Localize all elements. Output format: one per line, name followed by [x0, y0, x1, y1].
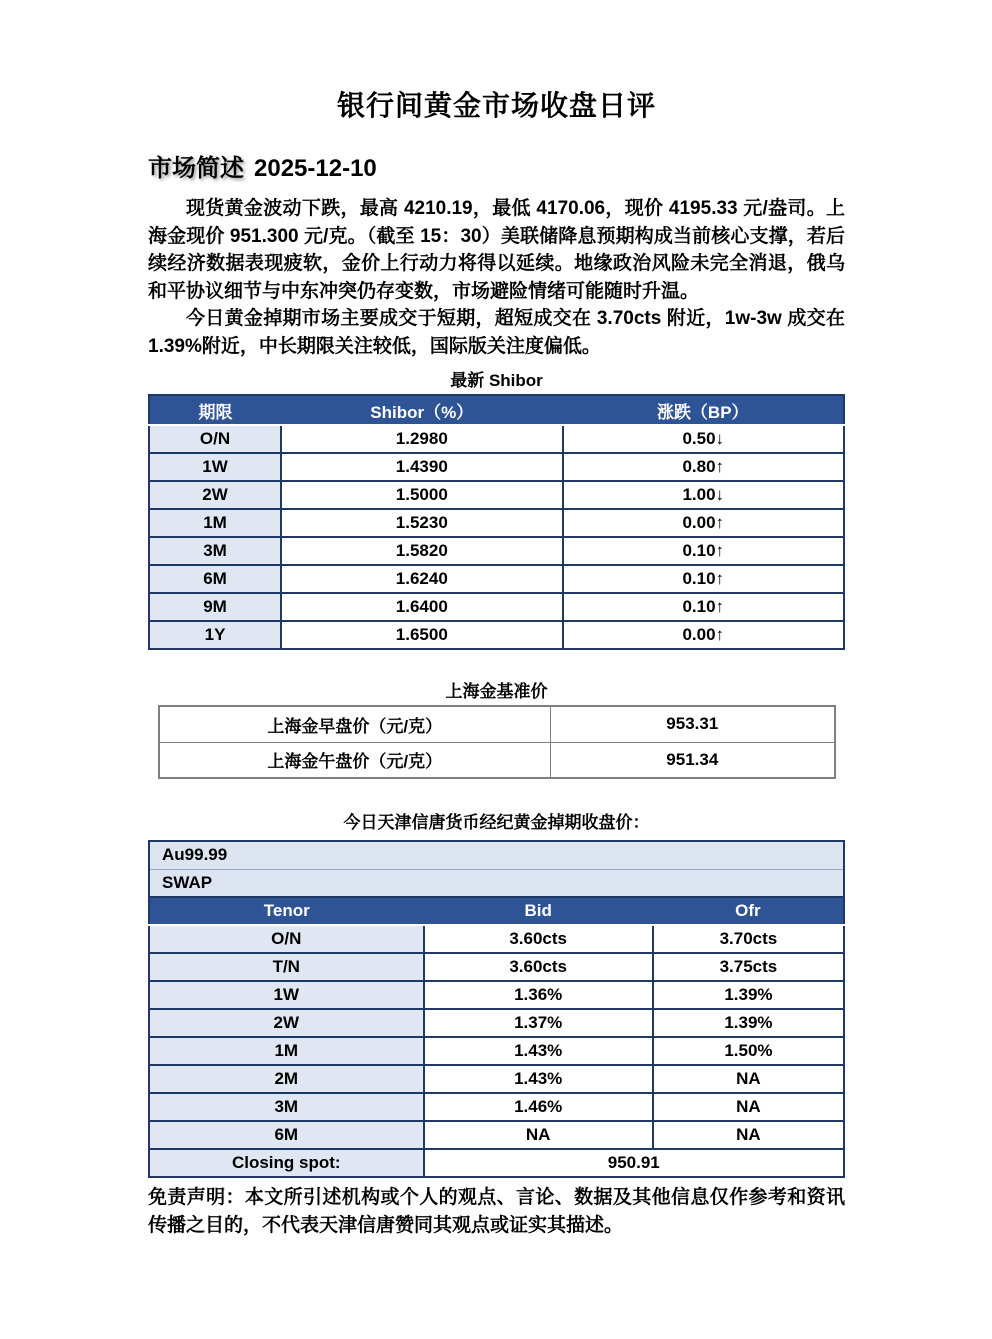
- table-row: [149, 953, 844, 981]
- tenor-cell: 6M: [149, 565, 281, 593]
- benchmark-label-cell: 上海金午盘价（元/克）: [159, 742, 551, 778]
- col-header-bid: Bid: [424, 897, 653, 925]
- tenor-cell: 2W: [149, 481, 281, 509]
- shibor-rate-cell: 1.2980: [281, 425, 562, 453]
- shibor-rate-cell: 1.5000: [281, 481, 562, 509]
- tenor-cell: O/N: [149, 925, 424, 953]
- ofr-cell: NA: [653, 1121, 844, 1149]
- ofr-cell: 1.50%: [653, 1037, 844, 1065]
- tenor-cell: 6M: [149, 1121, 424, 1149]
- shanghai-gold-benchmark-table: [158, 705, 836, 779]
- group-row-swap: [149, 869, 844, 897]
- tenor-cell: O/N: [149, 425, 281, 453]
- table-row: [149, 425, 844, 453]
- section-heading-label: 市场简述: [148, 155, 244, 182]
- tenor-cell: T/N: [149, 953, 424, 981]
- change-bp-cell: 0.00↑: [563, 621, 844, 649]
- col-header-ofr: Ofr: [653, 897, 844, 925]
- table-header-row: [149, 897, 844, 925]
- tenor-cell: 3M: [149, 537, 281, 565]
- change-bp-cell: 0.80↑: [563, 453, 844, 481]
- change-bp-cell: 0.00↑: [563, 509, 844, 537]
- shibor-rate-cell: 1.6400: [281, 593, 562, 621]
- ofr-cell: NA: [653, 1065, 844, 1093]
- shibor-rate-cell: 1.5230: [281, 509, 562, 537]
- table-row: [149, 925, 844, 953]
- disclaimer-text: 免责声明：本文所引述机构或个人的观点、言论、数据及其他信息仅作参考和资讯传播之目的，不代表天津信唐赞同其观点或证实其描述。: [148, 1187, 845, 1236]
- col-header-tenor: 期限: [149, 395, 281, 425]
- change-bp-cell: 0.50↓: [563, 425, 844, 453]
- ofr-cell: 3.75cts: [653, 953, 844, 981]
- page-title: 银行间黄金市场收盘日评: [336, 90, 656, 121]
- swap-table-caption: 今日天津信唐货币经纪黄金掉期收盘价：: [343, 813, 650, 832]
- shibor-rate-cell: 1.6500: [281, 621, 562, 649]
- bid-cell: NA: [424, 1121, 653, 1149]
- group-label-cell: SWAP: [149, 869, 844, 897]
- table-row: [149, 1065, 844, 1093]
- table-row: [149, 537, 844, 565]
- benchmark-table-caption: 上海金基准价: [445, 682, 548, 701]
- bid-cell: 3.60cts: [424, 925, 653, 953]
- shibor-rate-cell: 1.5820: [281, 537, 562, 565]
- col-header-tenor: Tenor: [149, 897, 424, 925]
- group-label-cell: Au99.99: [149, 841, 844, 869]
- table-row: [149, 1093, 844, 1121]
- bid-cell: 3.60cts: [424, 953, 653, 981]
- tenor-cell: 2M: [149, 1065, 424, 1093]
- table-row: [149, 1037, 844, 1065]
- bid-cell: 1.43%: [424, 1037, 653, 1065]
- ofr-cell: 1.39%: [653, 1009, 844, 1037]
- closing-spot-row: [149, 1149, 844, 1177]
- shibor-table-caption: 最新 Shibor: [450, 371, 543, 390]
- table-row: [149, 481, 844, 509]
- market-summary-paragraph-1: 现货黄金波动下跌，最高 4210.19，最低 4170.06，现价 4195.33 元/盎司。上海金现价 951.300 元/克。（截至 15：30）美联储降息预期构成当前核心支撑，若后续经济数据表现疲软，金价上行动力将得以延续。地缘政治风险未完全消退，俄乌和平协议细节与中东冲突仍存变数，市场避险情绪可能随时升温。: [148, 198, 845, 302]
- ofr-cell: 1.39%: [653, 981, 844, 1009]
- table-row: [149, 1009, 844, 1037]
- tenor-cell: 1W: [149, 453, 281, 481]
- table-row: [149, 509, 844, 537]
- closing-spot-value-cell: 950.91: [424, 1149, 844, 1177]
- tenor-cell: 1M: [149, 1037, 424, 1065]
- tenor-cell: 2W: [149, 1009, 424, 1037]
- group-row-au9999: [149, 841, 844, 869]
- bid-cell: 1.43%: [424, 1065, 653, 1093]
- shibor-table: [148, 394, 845, 650]
- market-summary-paragraph-2: 今日黄金掉期市场主要成交于短期，超短成交在 3.70cts 附近，1w-3w 成交在 1.39%附近，中长期限关注较低，国际版关注度偏低。: [148, 308, 845, 357]
- bid-cell: 1.36%: [424, 981, 653, 1009]
- tenor-cell: 1M: [149, 509, 281, 537]
- change-bp-cell: 0.10↑: [563, 537, 844, 565]
- table-header-row: [149, 395, 844, 425]
- table-row: [149, 453, 844, 481]
- table-row: [149, 1121, 844, 1149]
- shibor-rate-cell: 1.4390: [281, 453, 562, 481]
- col-header-change-bp: 涨跌（BP）: [563, 395, 844, 425]
- shibor-rate-cell: 1.6240: [281, 565, 562, 593]
- tenor-cell: 1W: [149, 981, 424, 1009]
- bid-cell: 1.37%: [424, 1009, 653, 1037]
- table-row: [149, 593, 844, 621]
- tenor-cell: 9M: [149, 593, 281, 621]
- col-header-shibor-rate: Shibor（%）: [281, 395, 562, 425]
- report-date: 2025-12-10: [254, 155, 377, 182]
- ofr-cell: 3.70cts: [653, 925, 844, 953]
- ofr-cell: NA: [653, 1093, 844, 1121]
- bid-cell: 1.46%: [424, 1093, 653, 1121]
- table-row: [149, 981, 844, 1009]
- change-bp-cell: 1.00↓: [563, 481, 844, 509]
- tenor-cell: 1Y: [149, 621, 281, 649]
- gold-swap-closing-table: [148, 840, 845, 1178]
- tenor-cell: 3M: [149, 1093, 424, 1121]
- benchmark-price-cell: 953.31: [551, 706, 835, 742]
- table-row: [149, 621, 844, 649]
- change-bp-cell: 0.10↑: [563, 593, 844, 621]
- section-heading: [148, 148, 845, 183]
- table-row: [149, 565, 844, 593]
- change-bp-cell: 0.10↑: [563, 565, 844, 593]
- benchmark-label-cell: 上海金早盘价（元/克）: [159, 706, 551, 742]
- closing-spot-label-cell: Closing spot:: [149, 1149, 424, 1177]
- benchmark-price-cell: 951.34: [551, 742, 835, 778]
- table-row: [159, 706, 835, 742]
- table-row: [159, 742, 835, 778]
